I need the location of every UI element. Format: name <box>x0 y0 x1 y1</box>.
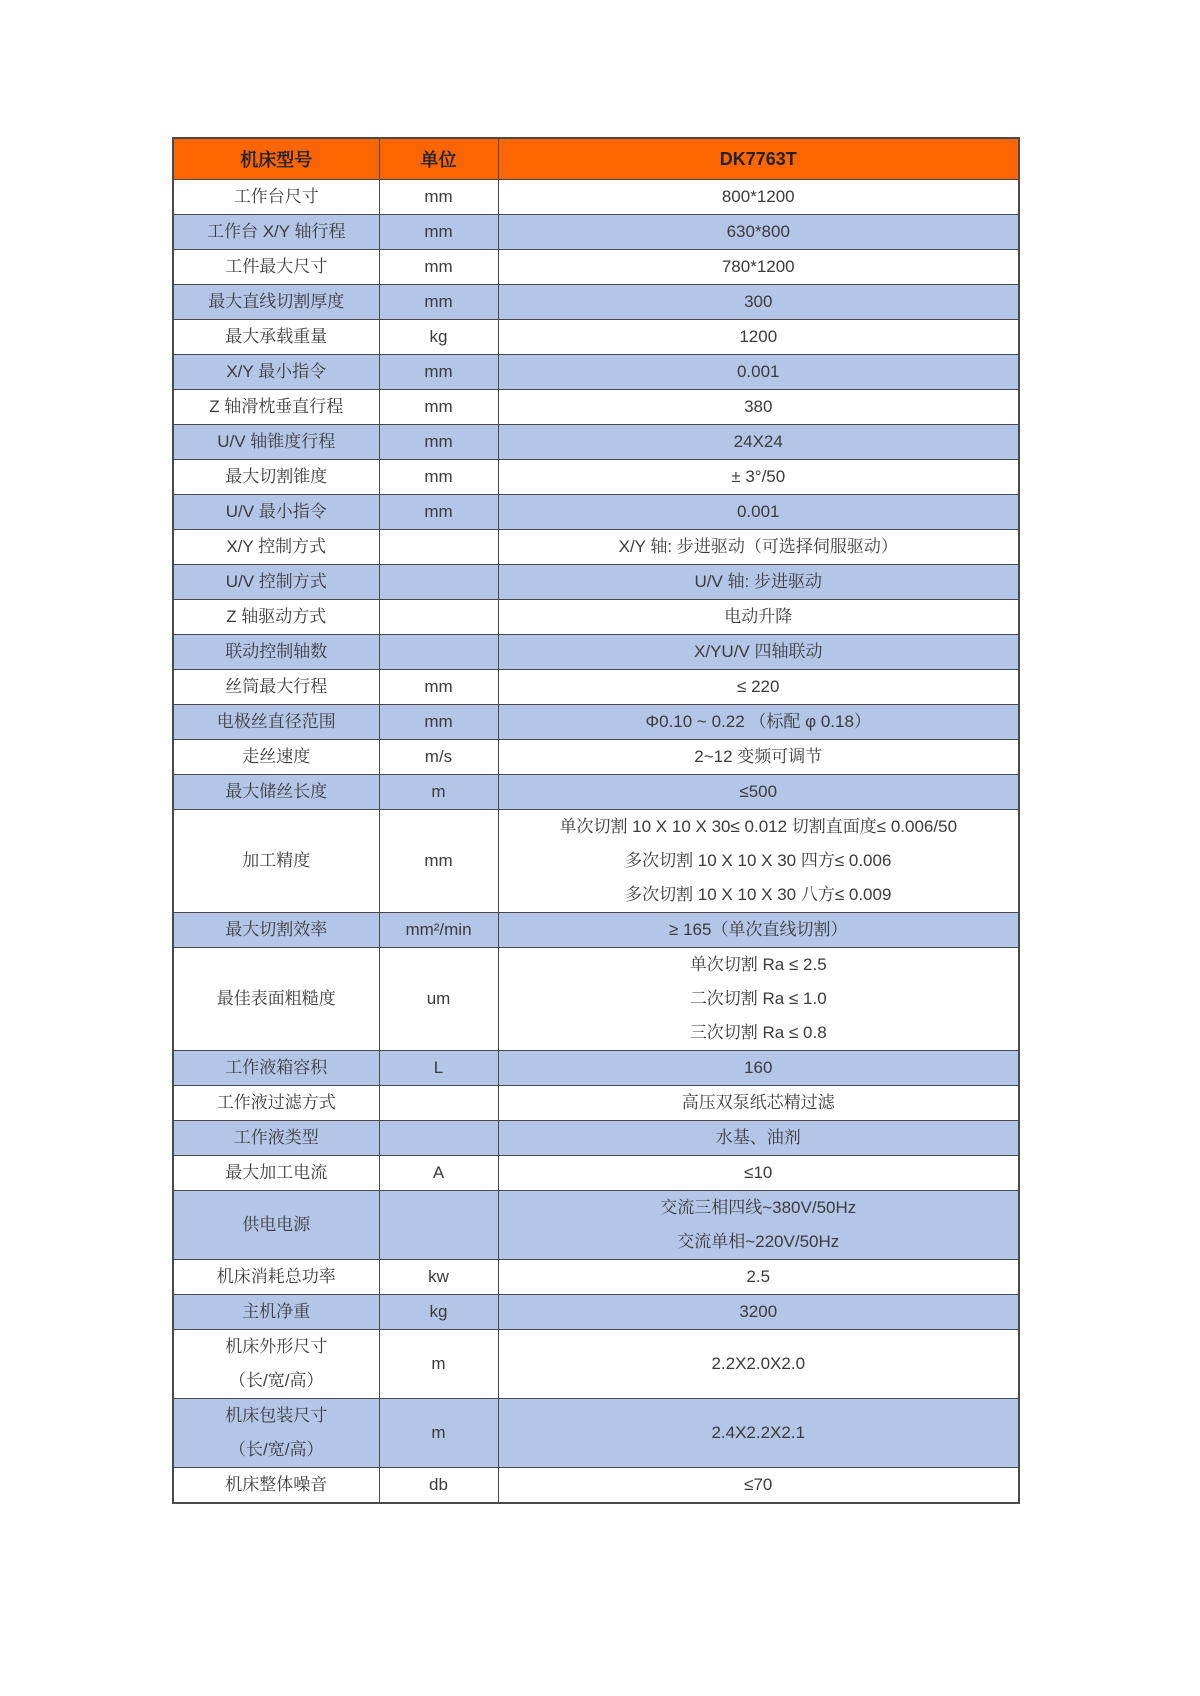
row-value-line: ≤70 <box>744 1475 773 1494</box>
row-unit-cell: mm <box>379 670 498 705</box>
row-value-cell <box>498 215 1019 250</box>
row-label-cell <box>173 460 379 495</box>
row-label-cell <box>173 1121 379 1156</box>
table-row <box>173 460 1019 495</box>
row-value-line: ≤10 <box>744 1163 773 1182</box>
row-label-line: 机床外形尺寸 <box>225 1337 328 1356</box>
row-unit-cell: kg <box>379 320 498 355</box>
row-value-cell <box>498 670 1019 705</box>
row-label-line: 主机净重 <box>242 1302 311 1321</box>
row-label-line: 最大直线切割厚度 <box>208 292 345 311</box>
row-label-line: 最大加工电流 <box>225 1163 328 1182</box>
table-row <box>173 1468 1019 1504</box>
row-unit-cell: L <box>379 1051 498 1086</box>
row-value-cell <box>498 600 1019 635</box>
table-row <box>173 530 1019 565</box>
row-unit-cell: m <box>379 1399 498 1468</box>
header-model-value: DK7763T <box>498 138 1019 180</box>
table-row <box>173 1051 1019 1086</box>
row-value-cell <box>498 460 1019 495</box>
row-value-cell <box>498 425 1019 460</box>
row-value-cell <box>498 320 1019 355</box>
row-label-cell <box>173 1191 379 1260</box>
table-row <box>173 1295 1019 1330</box>
table-row <box>173 740 1019 775</box>
row-value-cell <box>498 1295 1019 1330</box>
table-row <box>173 250 1019 285</box>
table-row <box>173 1330 1019 1399</box>
row-value-line: ± 3°/50 <box>731 467 786 486</box>
row-unit-cell: um <box>379 948 498 1051</box>
row-label-line: 工作台 X/Y 轴行程 <box>206 222 346 241</box>
row-value-line: 2~12 变频可调节 <box>694 747 823 766</box>
header-unit-label: 单位 <box>379 138 498 180</box>
table-row <box>173 215 1019 250</box>
row-label-line: 工作液类型 <box>233 1128 319 1147</box>
row-unit-cell: mm <box>379 705 498 740</box>
row-value-line: 单次切割 10 X 10 X 30≤ 0.012 切割直面度≤ 0.006/50 <box>559 817 958 836</box>
table-row <box>173 705 1019 740</box>
row-unit-cell <box>379 600 498 635</box>
row-label-cell <box>173 705 379 740</box>
row-value-line: 电动升降 <box>724 607 793 626</box>
row-label-line: U/V 最小指令 <box>225 502 327 521</box>
row-value-line: 水基、油剂 <box>715 1128 801 1147</box>
row-label-line: 加工精度 <box>242 851 311 870</box>
row-unit-cell <box>379 565 498 600</box>
row-label-cell <box>173 355 379 390</box>
row-unit-cell: mm <box>379 390 498 425</box>
row-value-cell <box>498 740 1019 775</box>
table-row <box>173 600 1019 635</box>
row-value-cell <box>498 705 1019 740</box>
row-unit-cell <box>379 1121 498 1156</box>
table-row <box>173 565 1019 600</box>
row-label-cell <box>173 1086 379 1121</box>
row-label-line: 最大承载重量 <box>225 327 328 346</box>
row-value-cell <box>498 1468 1019 1504</box>
row-value-line: 160 <box>744 1058 773 1077</box>
table-row <box>173 425 1019 460</box>
row-unit-cell: mm²/min <box>379 913 498 948</box>
row-value-line: 单次切割 Ra ≤ 2.5 <box>689 955 827 974</box>
row-label-cell <box>173 948 379 1051</box>
row-value-line: 多次切割 10 X 10 X 30 八方≤ 0.009 <box>625 885 892 904</box>
row-label-line: 机床包装尺寸 <box>225 1406 328 1425</box>
row-label-line: 走丝速度 <box>242 747 311 766</box>
row-label-line: U/V 轴锥度行程 <box>217 432 336 451</box>
row-label-cell <box>173 495 379 530</box>
row-unit-cell: mm <box>379 495 498 530</box>
row-label-line: 最佳表面粗糙度 <box>216 989 336 1008</box>
row-value-cell <box>498 1086 1019 1121</box>
row-label-cell <box>173 1399 379 1468</box>
row-label-line: （长/宽/高） <box>229 1371 324 1390</box>
row-value-line: X/Y 轴: 步进驱动（可选择伺服驱动） <box>618 537 898 556</box>
row-unit-cell: mm <box>379 215 498 250</box>
row-label-cell <box>173 215 379 250</box>
row-label-cell <box>173 425 379 460</box>
table-row <box>173 285 1019 320</box>
row-label-cell <box>173 390 379 425</box>
row-value-line: 380 <box>744 397 773 416</box>
row-label-line: 工作台尺寸 <box>233 187 319 206</box>
row-value-line: 1200 <box>739 327 778 346</box>
row-value-line: 300 <box>744 292 773 311</box>
row-value-line: 交流三相四线~380V/50Hz <box>660 1198 857 1217</box>
row-label-cell <box>173 635 379 670</box>
table-row <box>173 1191 1019 1260</box>
row-label-line: 机床整体噪音 <box>225 1475 328 1494</box>
spec-sheet <box>172 137 1018 1504</box>
table-row <box>173 355 1019 390</box>
row-value-cell <box>498 390 1019 425</box>
row-label-cell <box>173 740 379 775</box>
row-value-line: 800*1200 <box>721 187 795 206</box>
row-unit-cell: m <box>379 1330 498 1399</box>
row-value-cell <box>498 810 1019 913</box>
row-label-line: 工件最大尺寸 <box>225 257 328 276</box>
table-row <box>173 180 1019 215</box>
table-row <box>173 320 1019 355</box>
row-label-cell <box>173 1051 379 1086</box>
row-value-line: 二次切割 Ra ≤ 1.0 <box>689 989 827 1008</box>
row-value-cell <box>498 285 1019 320</box>
row-label-cell <box>173 250 379 285</box>
row-label-line: 机床消耗总功率 <box>216 1267 336 1286</box>
row-label-line: 联动控制轴数 <box>225 642 328 661</box>
row-label-line: 电极丝直径范围 <box>216 712 336 731</box>
row-value-cell <box>498 775 1019 810</box>
row-label-line: 最大切割锥度 <box>225 467 328 486</box>
row-unit-cell <box>379 1086 498 1121</box>
row-value-cell <box>498 948 1019 1051</box>
row-value-cell <box>498 565 1019 600</box>
row-value-cell <box>498 495 1019 530</box>
row-value-line: 2.5 <box>746 1267 771 1286</box>
row-unit-cell: kw <box>379 1260 498 1295</box>
row-unit-cell: m <box>379 775 498 810</box>
row-unit-cell: mm <box>379 460 498 495</box>
row-unit-cell: mm <box>379 810 498 913</box>
row-label-cell <box>173 913 379 948</box>
row-value-cell <box>498 1051 1019 1086</box>
row-value-line: 0.001 <box>736 502 780 521</box>
row-value-line: ≤ 220 <box>737 677 780 696</box>
row-value-line: 3200 <box>739 1302 778 1321</box>
row-label-cell <box>173 285 379 320</box>
row-unit-cell <box>379 1191 498 1260</box>
header-row <box>173 138 1019 180</box>
table-row <box>173 948 1019 1051</box>
row-value-cell <box>498 530 1019 565</box>
row-value-line: 0.001 <box>736 362 780 381</box>
row-value-cell <box>498 180 1019 215</box>
row-label-line: 供电电源 <box>242 1215 311 1234</box>
table-row <box>173 1121 1019 1156</box>
row-value-line: 三次切割 Ra ≤ 0.8 <box>689 1023 827 1042</box>
table-row <box>173 495 1019 530</box>
spec-table <box>172 137 1020 1504</box>
table-row <box>173 1086 1019 1121</box>
row-unit-cell <box>379 635 498 670</box>
row-label-cell <box>173 1156 379 1191</box>
row-value-line: X/YU/V 四轴联动 <box>694 642 823 661</box>
row-label-line: （长/宽/高） <box>229 1440 324 1459</box>
row-value-cell <box>498 1191 1019 1260</box>
header-model-label: 机床型号 <box>173 138 379 180</box>
row-value-cell <box>498 1399 1019 1468</box>
table-row <box>173 810 1019 913</box>
row-value-cell <box>498 1156 1019 1191</box>
row-value-line: 2.4X2.2X2.1 <box>711 1423 806 1442</box>
row-value-line: 2.2X2.0X2.0 <box>711 1354 806 1373</box>
row-value-line: U/V 轴: 步进驱动 <box>694 572 822 591</box>
row-label-line: 最大切割效率 <box>225 920 328 939</box>
row-label-line: X/Y 控制方式 <box>226 537 327 556</box>
row-value-cell <box>498 1121 1019 1156</box>
row-value-cell <box>498 250 1019 285</box>
row-value-line: 780*1200 <box>721 257 795 276</box>
row-label-cell <box>173 775 379 810</box>
row-label-line: X/Y 最小指令 <box>226 362 327 381</box>
row-value-line: 交流单相~220V/50Hz <box>677 1232 840 1251</box>
row-value-line: 630*800 <box>726 222 790 241</box>
row-value-line: ≤500 <box>739 782 778 801</box>
row-label-cell <box>173 670 379 705</box>
row-value-cell <box>498 635 1019 670</box>
row-label-line: 工作液过滤方式 <box>216 1093 336 1112</box>
row-value-line: ≥ 165（单次直线切割） <box>669 920 848 939</box>
row-label-line: 工作液箱容积 <box>225 1058 328 1077</box>
row-label-line: Z 轴驱动方式 <box>226 607 327 626</box>
row-label-line: 最大储丝长度 <box>225 782 328 801</box>
row-label-cell <box>173 565 379 600</box>
row-label-cell <box>173 530 379 565</box>
row-label-line: Z 轴滑枕垂直行程 <box>209 397 344 416</box>
row-label-cell <box>173 180 379 215</box>
row-unit-cell: db <box>379 1468 498 1504</box>
row-label-line: 丝筒最大行程 <box>225 677 328 696</box>
row-unit-cell: A <box>379 1156 498 1191</box>
row-unit-cell: kg <box>379 1295 498 1330</box>
table-row <box>173 775 1019 810</box>
row-label-cell <box>173 600 379 635</box>
row-value-cell <box>498 355 1019 390</box>
row-unit-cell <box>379 530 498 565</box>
row-label-cell <box>173 1260 379 1295</box>
table-row <box>173 1399 1019 1468</box>
row-label-cell <box>173 1468 379 1504</box>
row-label-cell <box>173 810 379 913</box>
table-row <box>173 670 1019 705</box>
table-row <box>173 1260 1019 1295</box>
row-label-cell <box>173 1330 379 1399</box>
row-unit-cell: mm <box>379 250 498 285</box>
row-value-line: Φ0.10 ~ 0.22 （标配 φ 0.18） <box>645 712 871 731</box>
row-value-cell <box>498 913 1019 948</box>
row-label-cell <box>173 1295 379 1330</box>
table-row <box>173 1156 1019 1191</box>
row-label-line: U/V 控制方式 <box>225 572 327 591</box>
row-value-cell <box>498 1260 1019 1295</box>
row-unit-cell: m/s <box>379 740 498 775</box>
row-unit-cell: mm <box>379 285 498 320</box>
row-value-cell <box>498 1330 1019 1399</box>
row-unit-cell: mm <box>379 180 498 215</box>
row-unit-cell: mm <box>379 355 498 390</box>
table-row <box>173 635 1019 670</box>
row-value-line: 24X24 <box>733 432 783 451</box>
row-value-line: 高压双泵纸芯精过滤 <box>681 1093 835 1112</box>
row-label-cell <box>173 320 379 355</box>
row-value-line: 多次切割 10 X 10 X 30 四方≤ 0.006 <box>625 851 892 870</box>
row-unit-cell: mm <box>379 425 498 460</box>
table-row <box>173 913 1019 948</box>
table-row <box>173 390 1019 425</box>
